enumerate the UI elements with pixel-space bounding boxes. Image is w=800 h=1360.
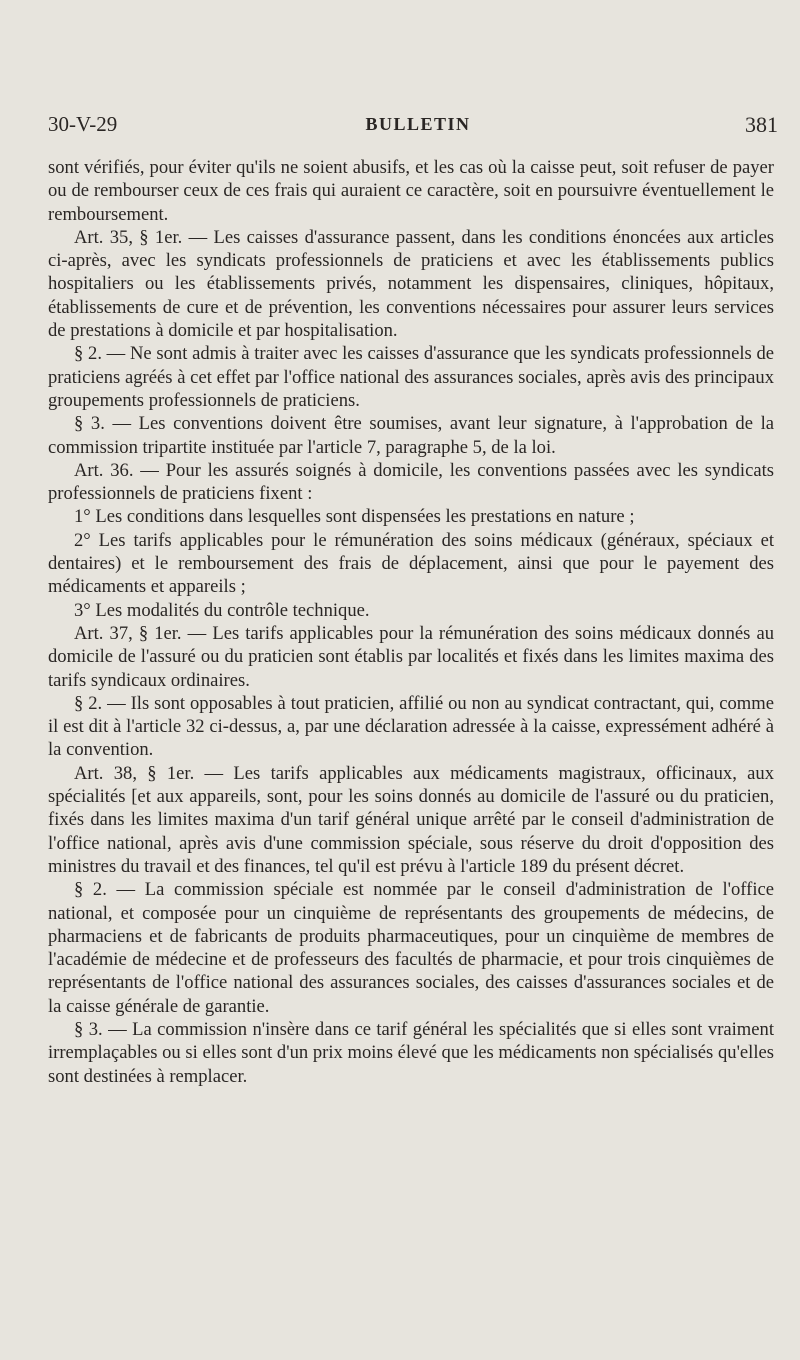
header-title: BULLETIN: [365, 114, 471, 134]
paragraph: 2° Les tarifs applicables pour le rémunération des soins médicaux (généraux, spéciaux et dentaires) et le remboursement des frais de déplacement, ainsi que pour le payement des médicaments et appareils ;: [48, 529, 774, 598]
paragraph: § 3. — Les conventions doivent être soumises, avant leur signature, à l'approbation de la commission tripartite instituée par l'article 7, paragraphe 5, de la loi.: [48, 413, 774, 458]
paragraph: Art. 36. — Pour les assurés soignés à domicile, les conventions passées avec les syndicats professionnels de praticiens fixent :: [48, 459, 774, 505]
paragraph: § 3. — La commission n'insère dans ce tarif général les spécialités que si elles sont vraiment irremplaçables ou si elles sont d'un prix moins élevé que les médicaments non spécialisés qu'elles sont destinées à remplacer.: [48, 1018, 774, 1087]
paragraph: Art. 37, § 1er. — Les tarifs applicables pour la rémunération des soins médicaux donnés au domicile de l'assuré ou du praticien sont établis par localités et fixés dans les limites maxima des tarifs syndicaux ordinaires.: [48, 622, 774, 691]
paragraph: § 2. — Ne sont admis à traiter avec les caisses d'assurance que les syndicats professionnels de praticiens agréés à cet effet par l'office national des assurances sociales, après avis des principaux groupements professionnels de praticiens.: [48, 343, 774, 411]
page-body: [48, 156, 774, 1088]
paragraph: § 2. — La commission spéciale est nommée par le conseil d'administration de l'office national, et composée pour un cinquième de représentants des groupements de médecins, de pharmaciens et de fabricants de produits pharmaceutiques, pour un cinquième de membres de l'académie de médecine et de professeurs des facultés de pharmacie, et pour trois cinquièmes de représentants de l'office national des assurances sociales, des caisses d'assurances sociales et de la caisse générale de garantie.: [48, 879, 774, 1017]
paragraph: Art. 35, § 1er. — Les caisses d'assurance passent, dans les conditions énoncées aux articles ci-après, avec les syndicats professionnels de praticiens et avec les établissements publics hospitaliers ou les établissements privés, notamment les dispensaires, cliniques, hôpitaux, établissements de cure et de prévention, les conventions nécessaires pour assurer leurs services de prestations à domicile et par hospitalisation.: [48, 226, 774, 342]
paragraph: § 2. — Ils sont opposables à tout praticien, affilié ou non au syndicat contractant, qui, comme il est dit à l'article 32 ci-dessus, a, par une déclaration adressée à la caisse, expressément adhéré à la convention.: [48, 692, 774, 761]
paragraph: 3° Les modalités du contrôle technique.: [74, 599, 370, 621]
paragraph: Art. 38, § 1er. — Les tarifs applicables aux médicaments magistraux, officinaux, aux spécialités [et aux appareils, sont, pour les soins donnés au domicile de l'assuré ou du praticien, fixés dans les limites maxima d'un tarif général unique arrêté par le conseil d'administration de l'office national, après avis d'une commission spéciale, sous réserve du droit d'opposition des ministres du travail et des finances, tel qu'il est prévu à l'article 189 du présent décret.: [48, 762, 774, 877]
running-header: [48, 112, 788, 148]
paragraph: 1° Les conditions dans lesquelles sont dispensées les prestations en nature ;: [74, 506, 635, 528]
page-number: 381: [745, 112, 778, 137]
header-date: 30-V-29: [48, 112, 118, 136]
paragraph: sont vérifiés, pour éviter qu'ils ne soient abusifs, et les cas où la caisse peut, soit refuser de payer ou de rembourser ceux de ces frais qui auraient ce caractère, soit en poursuivre éventuellement le remboursement.: [48, 157, 774, 225]
